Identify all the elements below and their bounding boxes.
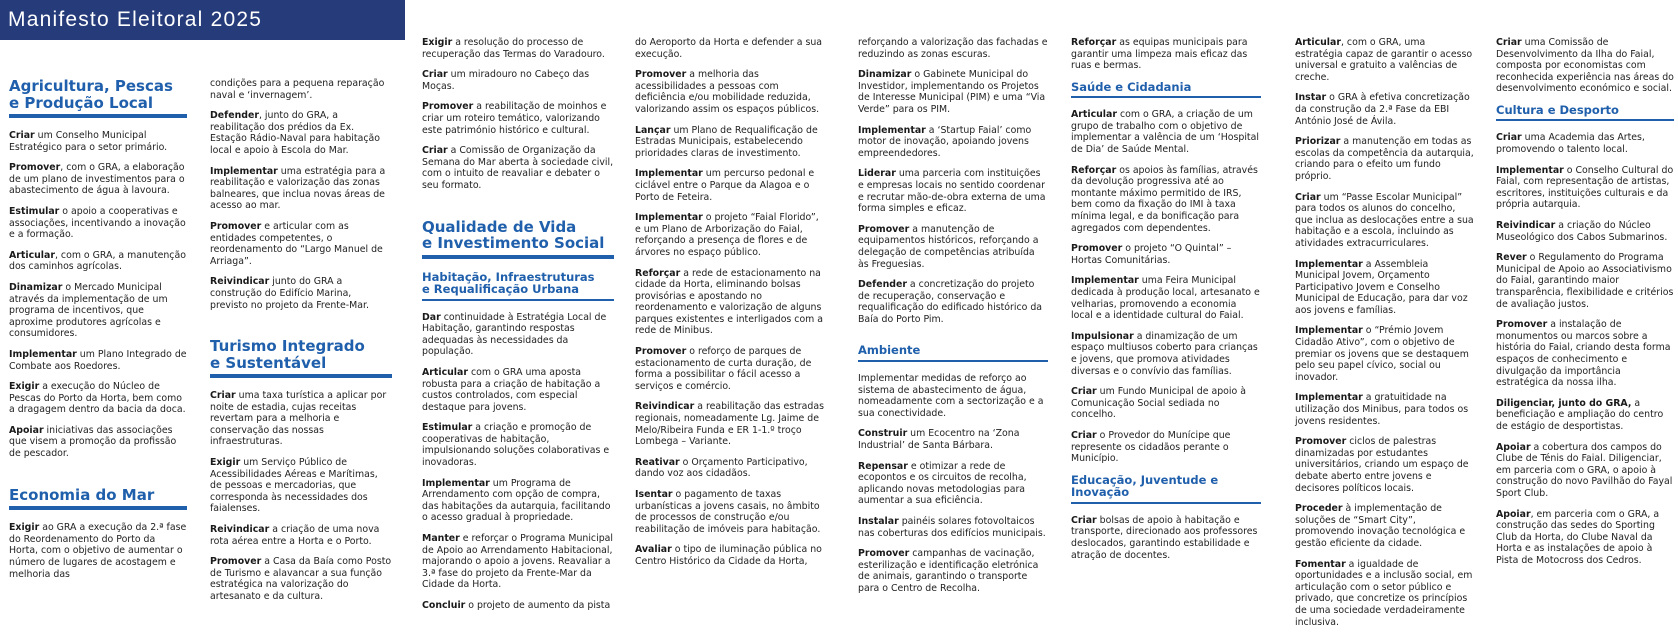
manifesto-item [1295,92,1475,127]
column-7 [1295,37,1475,637]
manifesto-item [1496,220,1674,243]
item-action-verb: Implementar [1295,325,1363,337]
item-text: à implementação de soluções de “Smart City”, promovendo inovação tecnológica e gestão eficiente da cidade. [1295,503,1466,549]
heading-line: Economia do Mar [9,485,155,504]
item-action-verb: Promover [858,548,910,560]
item-text: a cobertura dos campos do Clube de Ténis do Faial. Diligenciar, em parceria com o GRA, o apoio à construção do novo Pavilhão do Fayal Sport Club. [1496,441,1673,499]
item-text: a criação de uma nova rota aérea entre a Horta e o Porto. [210,524,380,547]
item-action-verb: Apoiar [1496,508,1531,520]
item-text: , com o GRA, a elaboração de um plano de investimentos para o abastecimento de água à lavoura. [9,162,185,197]
item-action-verb: Criar [422,69,448,81]
item-text: a ‘Startup Faial’ como motor de inovação, apoiando jovens empreendedores. [858,124,1032,159]
manifesto-item [1295,325,1475,383]
item-action-verb: Criar [1496,37,1522,48]
item-action-verb: Reivindicar [635,401,695,413]
manifesto-item [635,457,827,480]
manifesto-item [635,544,827,567]
item-action-verb: Articular [1071,109,1117,121]
item-text: a beneficiação e ampliação do centro de estágio de desportistas. [1496,397,1664,432]
item-action-verb: Reivindicar [1496,220,1556,232]
heading-line: Cultura e Desporto [1496,102,1619,117]
manifesto-item [858,516,1048,539]
manifesto-item [422,69,614,92]
item-action-verb: Implementar [858,124,926,136]
item-text: a criação e promoção de cooperativas de habitação, impulsionando soluções colaborativas e inovadoras. [422,422,610,469]
item-action-verb: Apoiar [1496,441,1531,453]
item-action-verb: Implementar [422,477,490,489]
item-action-verb: Criar [1496,132,1522,144]
item-text: um Plano Integrado de Combate aos Roedores. [9,348,187,372]
manifesto-item [1496,165,1674,211]
manifesto-item [210,78,392,101]
item-action-verb: Implementar [1071,275,1139,287]
item-text: o Gabinete Municipal do Investidor, implementando os Projetos de Interesse Municipal (PIM) e uma “Via Verde” para os PIM. [858,69,1046,115]
item-action-verb: Implementar [1496,164,1564,176]
item-action-verb: Promover [1295,436,1347,448]
item-action-verb: Promover [9,162,61,174]
item-text: um Programa de Arrendamento com opção de compra, das habitações da autarquia, facilitando o acesso gradual à propriedade. [422,477,611,524]
column-4 [635,37,827,577]
item-text: uma Feira Municipal dedicada à produção local, artesanato e velharias, promovendo a economia local e a identidade cultural do Faial. [1071,275,1260,322]
manifesto-item [422,101,614,136]
item-text: a manutenção em todas as escolas da competência da autarquia, criando para o efeito um fundo próprio. [1295,136,1474,182]
manifesto-item [1295,392,1475,427]
item-text: o Orçamento Participativo, dando voz aos cidadãos. [635,456,808,480]
item-text: as equipas municipais para garantir uma limpeza mais eficaz das ruas e bermas. [1071,37,1248,72]
item-action-verb: Criar [1071,514,1097,526]
item-text: e articular com as entidades competentes, o reordenamento do “Largo Manuel de Arriaga”. [210,220,383,267]
item-action-verb: Articular [9,249,55,261]
item-action-verb: Criar [1295,191,1321,203]
item-action-verb: Estimular [9,205,60,217]
heading-line: Habitação, Infraestruturas [422,269,595,284]
item-action-verb: Reforçar [1071,37,1117,48]
heading-line: Saúde e Cidadania [1071,79,1192,94]
item-text: o Mercado Municipal através da implementação de um programa de incentivos, que aproxime produtores agrícolas e consumidores. [9,281,168,340]
item-text: condições para a pequena reparação naval e ‘invernagem’. [210,78,385,101]
manifesto-item [9,162,187,197]
item-action-verb: Criar [1071,429,1097,441]
item-action-verb: Criar [1071,386,1097,398]
manifesto-item [635,212,827,258]
manifesto-item [9,349,187,372]
spacer [422,201,614,219]
subsection-heading [422,271,614,301]
manifesto-item [1496,132,1674,155]
manifesto-item [422,312,614,358]
item-action-verb: Dinamizar [9,281,63,293]
item-text: uma Academia das Artes, promovendo o talento local. [1496,132,1645,156]
item-action-verb: Promover [635,69,687,81]
item-action-verb: Apoiar [9,424,44,436]
item-text: o reforço de parques de estacionamento de curta duração, de forma a possibilitar o fácil acesso a serviços e comércio. [635,346,812,392]
manifesto-item [1071,386,1261,421]
item-text: iniciativas das associações que visem a promoção da profissão de pescador. [9,424,177,460]
heading-line: Qualidade de Vida [422,217,577,236]
manifesto-item [9,130,187,153]
item-action-verb: Promover [1496,319,1548,331]
item-text: a Assembleia Municipal Jovem, Orçamento Participativo Jovem e Conselho Municipal de Educação, para dar voz aos jovens e famílias. [1295,258,1468,316]
item-action-verb: Manter [422,533,460,545]
item-text: , junto do GRA, a reabilitação dos prédios da Ex. Estação Rádio-Naval para habitação local e apoio à Escola do Mar. [210,110,380,156]
manifesto-item [1496,442,1674,500]
item-text: Implementar medidas de reforço ao sistema de abastecimento de água, nomeadamente com a sectorização e a sua conectividade. [858,372,1044,419]
item-text: o GRA à efetiva concretização da construção da 2.ª Fase da EBI António José de Ávila. [1295,92,1470,127]
item-action-verb: Promover [210,556,262,568]
item-text: reforçando a valorização das fachadas e reduzindo as zonas escuras. [858,37,1048,60]
manifesto-item [422,478,614,524]
manifesto-item [1295,136,1475,182]
item-action-verb: Reivindicar [210,276,270,288]
section-heading [9,78,187,118]
item-text: o “Prémio Jovem Cidadão Ativo”, com o objetivo de premiar os jovens que se destaquem pelo seu papel cívico, social ou inovador. [1295,325,1469,383]
item-text: ao GRA a execução da 2.ª fase do Reordenamento do Porto da Horta, com o objetivo de aumentar o número de lugares de acostagem e melhoria das [9,522,187,580]
manifesto-item [1295,559,1475,629]
manifesto-item [635,69,827,115]
manifesto-item [1071,515,1261,561]
item-action-verb: Articular [422,366,468,378]
item-text: a manutenção de equipamentos históricos, reforçando a delegação de competências atribuída às Freguesias. [858,223,1039,270]
item-text: o projeto “Faial Florido”, e um Plano de Arborização do Faial, reforçando a presença de flores e de árvores no espaço público. [635,212,819,258]
item-text: uma parceria com instituições e empresas locais no sentido coordenar e recrutar mão-de-obra externa de uma forma simples e eficaz. [858,168,1046,215]
item-action-verb: Implementar [1295,258,1363,270]
manifesto-item [210,457,392,515]
item-text: uma estratégia para a reabilitação e valorização das zonas balneares, que inclua novas áreas de acesso ao mar. [210,165,386,212]
item-text: bolsas de apoio à habitação e transporte, direcionado aos professores deslocados, garantindo estabilidade e atração de docentes. [1071,514,1258,561]
heading-line: e Requalificação Urbana [422,282,580,297]
column-8 [1496,37,1674,575]
heading-line: Educação, Juventude e Inovação [1071,472,1219,500]
item-text: o Provedor do Munícipe que represente os cidadãos perante o Município. [1071,429,1231,465]
item-action-verb: Promover [635,346,687,358]
item-action-verb: Lançar [635,124,671,136]
item-text: , com o GRA, a manutenção dos caminhos agrícolas. [9,249,186,273]
item-text: uma taxa turística a aplicar por noite de estadia, cujas receitas revertam para a melhoria e conservação das nossas infraestruturas. [210,390,387,448]
manifesto-item [858,69,1048,115]
item-text: o tipo de iluminação pública no Centro Histórico da Cidade da Horta, [635,544,822,567]
manifesto-item [635,268,827,338]
manifesto-item [9,250,187,273]
item-action-verb: Criar [210,390,236,402]
item-text: e otimizar a rede de ecopontos e os circuitos de recolha, aplicando novas metodologias para aumentar a sua eficiência. [858,460,1027,507]
item-text: uma Comissão de Desenvolvimento da Ilha do Faial, composta por economistas com reconhecida experiência nas áreas do desenvolvimento económico e social. [1496,37,1674,95]
item-action-verb: Reativar [635,456,680,468]
item-action-verb: Promover [1071,243,1123,255]
subsection-heading [1071,474,1261,504]
item-action-verb: Promover [422,101,474,113]
item-action-verb: Diligenciar, junto do GRA, [1496,397,1632,409]
manifesto-item [210,166,392,212]
manifesto-item [422,367,614,413]
item-text: a melhoria das acessibilidades a pessoas com deficiência e/ou mobilidade reduzida, valorizando assim os espaços públicos. [635,69,820,115]
item-action-verb: Criar [422,145,448,157]
item-action-verb: Exigir [9,522,40,534]
item-text: a reabilitação das estradas regionais, nomeadamente Lg. Jaime de Melo/Ribeira Funda e ER 1-1.º troço Lombega – Variante. [635,401,824,448]
item-action-verb: Implementar [635,168,703,180]
section-heading [422,219,614,259]
column-1 [9,78,187,589]
item-text: o projeto “O Quintal” – Hortas Comunitárias. [1071,243,1232,266]
manifesto-item [858,548,1048,594]
item-action-verb: Rever [1496,252,1527,264]
item-action-verb: Promover [858,223,910,235]
item-text: campanhas de vacinação, esterilização e identificação eletrónica de animais, garantindo o transporte para o Centro de Recolha. [858,548,1039,594]
item-text: e reforçar o Programa Municipal de Apoio ao Arrendamento Habitacional, majorando o apoio a jovens. Reavaliar a 3.ª fase do projeto da Frente-Mar da Cidade da Horta. [422,533,613,591]
manifesto-item [1071,331,1261,377]
item-text: do Aeroporto da Horta e defender a sua execução. [635,37,823,60]
item-action-verb: Promover [210,220,262,232]
item-text: a instalação de monumentos ou marcos sobre a história do Faial, criando desta forma espaços de conhecimento e divulgação da importância estratégica da nossa ilha. [1496,319,1671,389]
manifesto-item [1071,37,1261,72]
manifesto-item [635,37,827,60]
manifesto-item [858,428,1048,451]
item-action-verb: Articular [1295,37,1341,48]
column-5 [858,37,1048,603]
item-action-verb: Implementar [1295,392,1363,404]
item-action-verb: Reforçar [1071,164,1117,176]
manifesto-item [635,489,827,535]
manifesto-item [858,373,1048,419]
manifesto-item [858,461,1048,507]
item-action-verb: Exigir [210,457,241,469]
manifesto-item [210,390,392,448]
manifesto-item [1295,259,1475,317]
manifesto-item [1496,319,1674,389]
subsection-heading [1496,104,1674,122]
manifesto-item [1295,192,1475,250]
item-text: um percurso pedonal e ciclável entre o Parque da Alagoa e o Porto de Feteira. [635,168,815,203]
item-text: a igualdade de oportunidades e a inclusão social, em articulação com o setor público e privado, que concretize os princípios de uma sociedade verdadeiramente inclusiva. [1295,558,1473,628]
item-text: a Comissão de Organização da Semana do Mar aberta à sociedade civil, com o intuito de reavaliar e debater o seu formato. [422,145,614,191]
page-title: Manifesto Eleitoral 2025 [8,8,263,31]
manifesto-item [210,524,392,547]
heading-line: e Produção Local [9,93,154,112]
manifesto-item [635,401,827,447]
heading-line: e Sustentável [210,353,327,372]
column-2 [210,78,392,612]
item-text: o Regulamento do Programa Municipal de Apoio ao Associativismo do Faial, garantindo maior transparência, flexibilidade e critérios de avaliação justos. [1496,252,1674,310]
subsection-heading [858,344,1048,362]
manifesto-item [858,168,1048,214]
heading-line: Turismo Integrado [210,337,365,356]
manifesto-item [422,422,614,468]
item-action-verb: Reivindicar [210,524,270,536]
manifesto-item [1496,509,1674,567]
manifesto-item [1295,37,1475,83]
manifesto-item [635,125,827,160]
item-text: um Ecocentro na ‘Zona Industrial’ de Santa Bárbara. [858,428,1020,451]
item-text: , em parceria com o GRA, a construção das sedes do Sporting Club da Horta, do Clube Naval da Horta e as instalações de apoio à Pista de Motocross dos Cedros. [1496,508,1660,566]
item-action-verb: Reforçar [635,267,681,279]
manifesto-item [422,533,614,591]
heading-line: e Investimento Social [422,234,605,253]
item-text: continuidade à Estratégia Local de Habitação, garantindo respostas adequadas às necessidades da população. [422,311,607,358]
spacer [9,469,187,487]
item-action-verb: Defender [858,279,907,291]
item-action-verb: Exigir [9,381,40,393]
item-text: um Serviço Público de Acessibilidades Aéreas e Marítimas, de pessoas e mercadorias, que corresponda às necessidades dos faialenses. [210,457,378,515]
item-action-verb: Criar [9,130,35,141]
item-action-verb: Repensar [858,460,908,472]
manifesto-item [1071,275,1261,321]
section-heading [9,487,187,511]
item-action-verb: Instar [1295,92,1327,104]
item-action-verb: Liderar [858,168,896,180]
item-action-verb: Instalar [858,515,899,527]
item-text: a Casa da Baía como Posto de Turismo e alavancar a sua função estratégica na valorização do artesanato e da cultura. [210,556,392,602]
manifesto-item [635,168,827,203]
heading-line: Agricultura, Pescas [9,77,173,95]
item-action-verb: Exigir [422,37,453,48]
manifesto-item [1496,37,1674,95]
manifesto-item [210,276,392,311]
section-heading [210,338,392,378]
column-3 [422,37,614,621]
manifesto-item [9,425,187,460]
manifesto-item [9,282,187,340]
manifesto-item [9,381,187,416]
manifesto-item [1071,165,1261,235]
title-banner [0,0,405,40]
manifesto-item [1071,430,1261,465]
manifesto-item [9,206,187,241]
item-text: um “Passe Escolar Municipal” para todos os alunos do concelho, que inclua as deslocações entre a sua habitação e a escola, incluindo as atividades extracurriculares. [1295,191,1474,249]
item-action-verb: Construir [858,428,908,440]
manifesto-item [9,522,187,580]
manifesto-item [858,37,1048,60]
item-action-verb: Avaliar [635,544,672,556]
item-action-verb: Priorizar [1295,136,1341,148]
item-action-verb: Isentar [635,489,673,500]
item-text: a concretização do projeto de recuperação, conservação e requalificação do edificado histórico da Baía do Porto Pim. [858,279,1043,325]
item-text: um Plano de Requalificação de Estradas Municipais, estabelecendo prioridades claras de investimento. [635,124,818,159]
item-text: o Conselho Cultural do Faial, com representação de artistas, escritores, instituições culturais e da própria autarquia. [1496,164,1674,211]
item-action-verb: Implementar [635,212,703,224]
item-action-verb: Implementar [9,348,77,360]
spacer [210,320,392,338]
heading-line: Ambiente [858,343,921,358]
item-action-verb: Fomentar [1295,558,1346,570]
item-action-verb: Defender [210,110,259,122]
subsection-heading [1071,81,1261,99]
manifesto-item [210,221,392,267]
item-text: o projeto de aumento da pista [465,600,611,611]
item-text: a gratuitidade na utilização dos Minibus, para todos os jovens residentes. [1295,392,1469,427]
item-action-verb: Impulsionar [1071,330,1134,342]
item-text: os apoios às famílias, através da devolução progressiva até ao montante máximo permitido de IRS, bem como da fixação do IMI à taxa mínima legal, e da bonificação para agregados com dependentes. [1071,164,1258,234]
manifesto-item [1295,436,1475,494]
item-text: , com o GRA, uma estratégia capaz de garantir o acesso universal e gratuito a valências de creche. [1295,37,1473,83]
item-text: um Conselho Municipal Estratégico para o setor primário. [9,130,168,153]
item-action-verb: Concluir [422,600,466,611]
manifesto-item [1071,109,1261,155]
item-text: a dinamização de um espaço multiusos coberto para crianças e jovens, que promova atividades diversas e o convívio das famílias. [1071,330,1258,377]
item-action-verb: Proceder [1295,503,1343,515]
item-text: a execução do Núcleo de Pescas do Porto da Horta, bem como a dragagem dentro da bacia da doca. [9,381,186,416]
item-text: um Fundo Municipal de apoio à Comunicação Social sediada no concelho. [1071,386,1246,421]
item-text: ciclos de palestras dinamizadas por estudantes universitários, criando um espaço de debate aberto entre jovens e decisores políticos locais. [1295,436,1469,494]
item-action-verb: Dar [422,311,441,323]
item-text: com o GRA, a criação de um grupo de trabalho com o objetivo de implementar a valência de um ‘Hospital de Dia’ de Saúde Mental. [1071,109,1259,156]
item-text: o apoio a cooperativas e associações, incentivando a inovação e a formação. [9,205,186,241]
item-text: a resolução do processo de recuperação das Termas do Varadouro. [422,37,605,60]
column-6 [1071,37,1261,570]
manifesto-item [858,224,1048,270]
manifesto-item [858,279,1048,325]
item-text: junto do GRA a construção do Edifício Marina, previsto no projeto da Frente-Mar. [210,276,369,311]
item-text: com o GRA uma aposta robusta para a criação de habitação a custos controlados, com especial destaque para jovens. [422,366,601,413]
item-text: o pagamento de taxas urbanísticas a jovens casais, no âmbito de processos de construção e/ou reabilitação de imóveis para habitação. [635,489,821,535]
manifesto-item [1071,243,1261,266]
item-text: a rede de estacionamento na cidade da Horta, eliminando bolsas provisórias e apostando no reordenamento e valorização de alguns parques existentes e interligados com a rede de Minibus. [635,267,824,337]
item-text: a reabilitação de moinhos e criar um roteiro temático, valorizando este património histórico e cultural. [422,101,607,136]
manifesto-item [1295,503,1475,549]
manifesto-item [422,145,614,191]
item-text: um miradouro no Cabeço das Moças. [422,69,590,92]
manifesto-item [210,556,392,602]
manifesto-item [210,110,392,156]
item-action-verb: Dinamizar [858,69,912,81]
manifesto-item [858,125,1048,160]
item-text: a criação do Núcleo Museológico dos Cabos Submarinos. [1496,220,1668,243]
item-text: painéis solares fotovoltaicos nas coberturas dos edifícios municipais. [858,515,1046,539]
manifesto-item [422,600,614,612]
manifesto-item [1496,398,1674,433]
manifesto-item [635,346,827,392]
item-action-verb: Estimular [422,422,473,434]
manifesto-item [1496,252,1674,310]
item-action-verb: Implementar [210,165,278,177]
manifesto-item [422,37,614,60]
